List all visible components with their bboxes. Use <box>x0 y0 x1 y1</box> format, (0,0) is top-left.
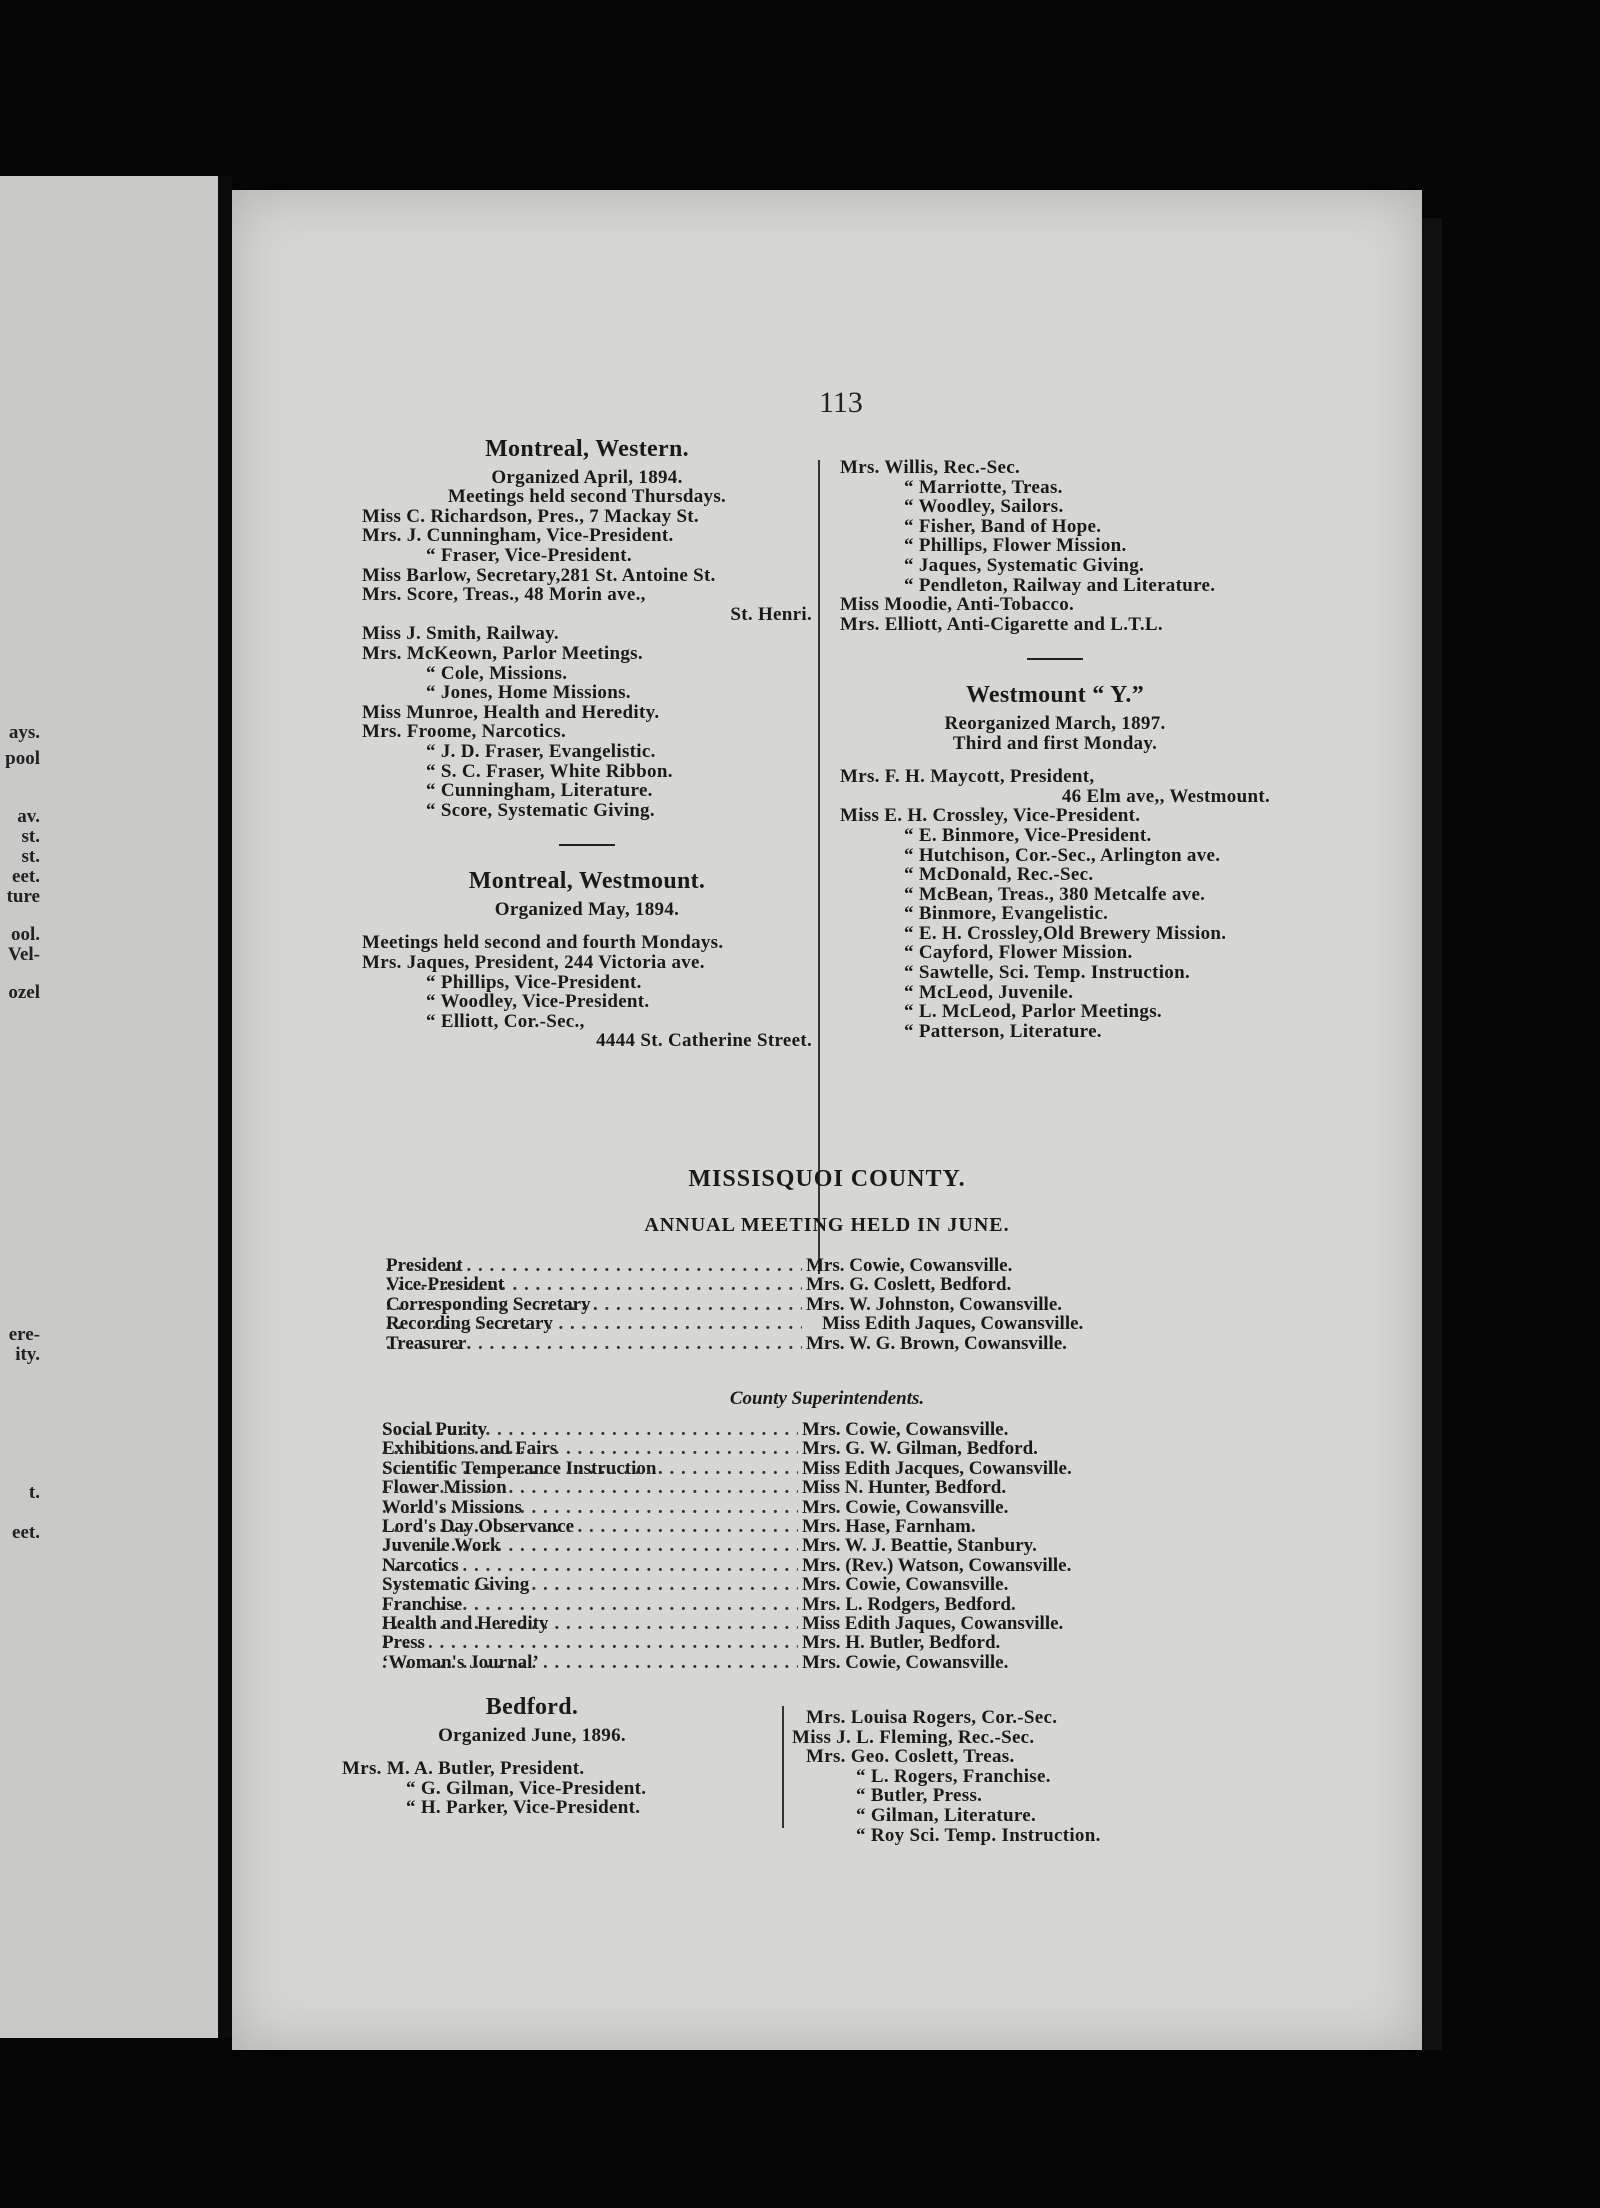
superintendent-name: Mrs. W. J. Beattie, Stanbury. <box>802 1535 1037 1557</box>
superintendent-role: Lord's Day Observance <box>382 1517 575 1537</box>
text-line: “ Roy Sci. Temp. Instruction. <box>856 1824 1101 1846</box>
superintendent-row <box>382 1633 1382 1652</box>
text-line: Mrs. F. H. Maycott, President, <box>840 766 1095 788</box>
officer-name: Mrs. Cowie, Cowansville. <box>806 1255 1013 1276</box>
superintendent-row <box>382 1517 1382 1536</box>
superintendent-name: Miss Edith Jaques, Cowansville. <box>802 1613 1064 1635</box>
officer-name: Mrs. W. Johnston, Cowansville. <box>806 1293 1063 1315</box>
superintendent-role: Social Purity <box>382 1420 488 1440</box>
text-line: Miss E. H. Crossley, Vice-President. <box>840 805 1141 827</box>
superintendent-role: Juvenile Work <box>382 1536 501 1556</box>
superintendent-role: Flower Mission <box>382 1478 507 1498</box>
officer-role: Recording Secretary <box>386 1314 553 1334</box>
superintendent-row <box>382 1575 1382 1594</box>
text-line: Reorganized March, 1897. <box>944 712 1166 734</box>
superintendent-name: Mrs. (Rev.) Watson, Cowansville. <box>802 1554 1072 1576</box>
superintendent-role: Systematic Giving <box>382 1575 530 1595</box>
superintendent-name: Mrs. L. Rodgers, Bedford. <box>802 1593 1016 1615</box>
officer-row <box>386 1256 1386 1275</box>
superintendent-name: Miss Edith Jacques, Cowansville. <box>802 1457 1072 1479</box>
text-line: Meetings held second Thursdays. <box>447 486 727 508</box>
superintendent-row <box>382 1459 1382 1478</box>
text-line: 46 Elm ave,, Westmount. <box>1061 785 1270 807</box>
text-line: “ L. Rogers, Franchise. <box>856 1765 1051 1787</box>
text-line: “ Woodley, Vice-President. <box>426 991 650 1013</box>
text-line: Miss Barlow, Secretary,281 St. Antoine St. <box>362 564 716 586</box>
text-line: “ Binmore, Evangelistic. <box>904 903 1109 925</box>
left-fragment: ozel <box>8 982 40 1003</box>
text-line: Mrs. Froome, Narcotics. <box>362 721 567 743</box>
section-divider <box>1027 658 1083 660</box>
text-line: Organized June, 1896. <box>438 1724 626 1746</box>
superintendents-list <box>382 1420 1382 1672</box>
text-line: “ Jaques, Systematic Giving. <box>904 554 1145 576</box>
text-line: Third and first Monday. <box>952 732 1158 754</box>
superintendent-role: Press <box>382 1633 425 1653</box>
text-line: “ Sawtelle, Sci. Temp. Instruction. <box>904 962 1191 984</box>
left-fragment: t. <box>28 1482 40 1503</box>
text-line: “ Pendleton, Railway and Literature. <box>904 574 1216 596</box>
text-line: Mrs. McKeown, Parlor Meetings. <box>362 642 643 664</box>
text-line: “ H. Parker, Vice-President. <box>406 1797 641 1819</box>
text-line: “ McDonald, Rec.-Sec. <box>904 864 1094 886</box>
text-line: “ McBean, Treas., 380 Metcalfe ave. <box>904 883 1206 905</box>
text-line: Mrs. Louisa Rogers, Cor.-Sec. <box>806 1707 1058 1728</box>
text-line: Mrs. J. Cunningham, Vice-President. <box>362 525 674 547</box>
text-line: “ E. Binmore, Vice-President. <box>904 824 1152 846</box>
text-line: “ L. McLeod, Parlor Meetings. <box>904 1001 1162 1023</box>
superintendent-name: Mrs. Hase, Farnham. <box>802 1516 976 1538</box>
superintendent-name: Mrs. H. Butler, Bedford. <box>802 1632 1001 1654</box>
text-line: “ Patterson, Literature. <box>904 1020 1102 1042</box>
superintendent-role: Narcotics <box>382 1555 459 1576</box>
text-line: Miss Munroe, Health and Heredity. <box>362 701 660 723</box>
text-line: “ Cayford, Flower Mission. <box>904 942 1133 964</box>
text-line: Mrs. Score, Treas., 48 Morin ave., <box>362 584 646 606</box>
superintendent-row <box>382 1614 1382 1633</box>
left-fragment: ity. <box>15 1344 40 1365</box>
officer-name: Mrs. G. Coslett, Bedford. <box>806 1274 1012 1296</box>
superintendent-row <box>382 1536 1382 1555</box>
superintendent-name: Mrs. Cowie, Cowansville. <box>802 1496 1009 1518</box>
officer-role: Vice-President <box>386 1275 505 1295</box>
section-heading: Montreal, Western. <box>485 436 689 462</box>
superintendent-role: World's Missions <box>382 1497 522 1518</box>
column-rule <box>818 460 820 1274</box>
page <box>232 190 1422 2050</box>
text-line: Miss J. Smith, Railway. <box>362 623 559 645</box>
superintendent-name: Mrs. G. W. Gilman, Bedford. <box>802 1438 1038 1460</box>
text-line: 4444 St. Catherine Street. <box>596 1030 812 1052</box>
left-fragment: eet. <box>12 1522 40 1543</box>
text-line: “ Phillips, Flower Mission. <box>904 535 1127 557</box>
left-fragment: ere- <box>8 1324 40 1345</box>
superintendents-heading: County Superintendents. <box>729 1388 925 1409</box>
text-line: Miss J. L. Fleming, Rec.-Sec. <box>792 1726 1035 1748</box>
superintendent-row <box>382 1420 1382 1439</box>
superintendent-row <box>382 1498 1382 1517</box>
officer-role: President <box>386 1256 463 1276</box>
officer-name: Miss Edith Jaques, Cowansville. <box>822 1313 1084 1335</box>
superintendent-name: Mrs. Cowie, Cowansville. <box>802 1651 1009 1673</box>
officer-role: Treasurer <box>386 1333 467 1354</box>
text-line: Mrs. Elliott, Anti-Cigarette and L.T.L. <box>840 613 1163 635</box>
text-line: “ Jones, Home Missions. <box>426 682 631 704</box>
section-divider <box>559 844 615 846</box>
section-heading: Westmount “ Y.” <box>965 682 1145 709</box>
text-line: “ McLeod, Juvenile. <box>904 981 1074 1003</box>
left-fragment: ool. <box>10 924 40 945</box>
page-number: 113 <box>819 386 863 419</box>
superintendent-name: Mrs. Cowie, Cowansville. <box>802 1574 1009 1596</box>
superintendent-name: Miss N. Hunter, Bedford. <box>802 1477 1007 1499</box>
left-fragment: st. <box>21 826 40 847</box>
text-line: Mrs. Geo. Coslett, Treas. <box>806 1746 1015 1768</box>
county-title: MISSISQUOI COUNTY. <box>688 1166 966 1192</box>
left-fragment: Vel- <box>7 944 40 965</box>
superintendent-row <box>382 1653 1382 1672</box>
superintendent-name: Mrs. Cowie, Cowansville. <box>802 1419 1009 1440</box>
text-line: “ Woodley, Sailors. <box>904 496 1064 518</box>
text-line: “ Cunningham, Literature. <box>426 780 653 802</box>
officer-row <box>386 1334 1386 1353</box>
text-line: Miss Moodie, Anti-Tobacco. <box>840 594 1075 616</box>
superintendent-role: Health and Heredity <box>382 1614 549 1634</box>
text-line: Mrs. M. A. Butler, President. <box>342 1758 585 1780</box>
text-line: “ Marriotte, Treas. <box>904 476 1063 498</box>
bedford-section <box>342 1694 722 1819</box>
superintendent-row <box>382 1556 1382 1575</box>
text-line: Mrs. Jaques, President, 244 Victoria ave. <box>362 952 705 974</box>
text-line: “ E. H. Crossley,Old Brewery Mission. <box>904 922 1227 944</box>
section-heading: Bedford. <box>485 1694 579 1720</box>
text-line: “ Cole, Missions. <box>426 662 568 684</box>
superintendent-role: Franchise <box>382 1594 463 1615</box>
text-line: “ Fisher, Band of Hope. <box>904 515 1102 537</box>
superintendent-role: Exhibitions and Fairs <box>382 1439 558 1459</box>
left-fragment: pool <box>5 748 40 769</box>
superintendent-row <box>382 1595 1382 1614</box>
text-line: “ Phillips, Vice-President. <box>426 971 642 993</box>
left-fragment: st. <box>21 846 40 867</box>
text-line: “ J. D. Fraser, Evangelistic. <box>426 740 656 762</box>
superintendent-row <box>382 1478 1382 1497</box>
superintendent-role: Scientific Temperance Instruction <box>382 1458 657 1479</box>
text-line: “ G. Gilman, Vice-President. <box>406 1777 647 1799</box>
text-line: “ Fraser, Vice-President. <box>426 544 632 566</box>
text-line: “ Elliott, Cor.-Sec., <box>426 1010 585 1032</box>
left-fragment: ture <box>6 886 40 907</box>
officer-role: Corresponding Secretary <box>386 1294 591 1315</box>
superintendent-role: ‘Woman's Journal’ <box>382 1652 539 1673</box>
book-binding-edge <box>1422 218 1442 2050</box>
officers-list <box>386 1256 1386 1353</box>
left-fragment: av. <box>17 806 40 827</box>
left-fragment: ays. <box>8 722 40 743</box>
western-continued-section <box>840 458 1270 1041</box>
text-line: Miss C. Richardson, Pres., 7 Mackay St. <box>362 505 699 527</box>
officer-row <box>386 1314 1386 1333</box>
text-line: Meetings held second and fourth Mondays. <box>362 932 724 954</box>
text-line: “ S. C. Fraser, White Ribbon. <box>426 760 673 782</box>
officer-row <box>386 1275 1386 1294</box>
left-page <box>0 176 232 2038</box>
text-line: “ Gilman, Literature. <box>856 1804 1037 1826</box>
text-line: Organized April, 1894. <box>491 466 683 488</box>
annual-meeting-line: ANNUAL MEETING HELD IN JUNE. <box>644 1214 1010 1236</box>
text-line: “ Butler, Press. <box>856 1785 983 1807</box>
text-line: “ Score, Systematic Giving. <box>426 799 655 821</box>
column-rule <box>782 1706 784 1828</box>
section-heading: Montreal, Westmount. <box>468 868 706 895</box>
montreal-western-section <box>362 436 812 1052</box>
superintendent-row <box>382 1439 1382 1458</box>
officer-row <box>386 1295 1386 1314</box>
text-line: Mrs. Willis, Rec.-Sec. <box>840 457 1021 478</box>
left-fragment: eet. <box>12 866 40 887</box>
bedford-continued-section <box>792 1708 1272 1845</box>
officer-name: Mrs. W. G. Brown, Cowansville. <box>806 1332 1067 1354</box>
text-line: “ Hutchison, Cor.-Sec., Arlington ave. <box>904 844 1221 866</box>
text-line: St. Henri. <box>730 603 812 625</box>
text-line: Organized May, 1894. <box>494 898 680 920</box>
